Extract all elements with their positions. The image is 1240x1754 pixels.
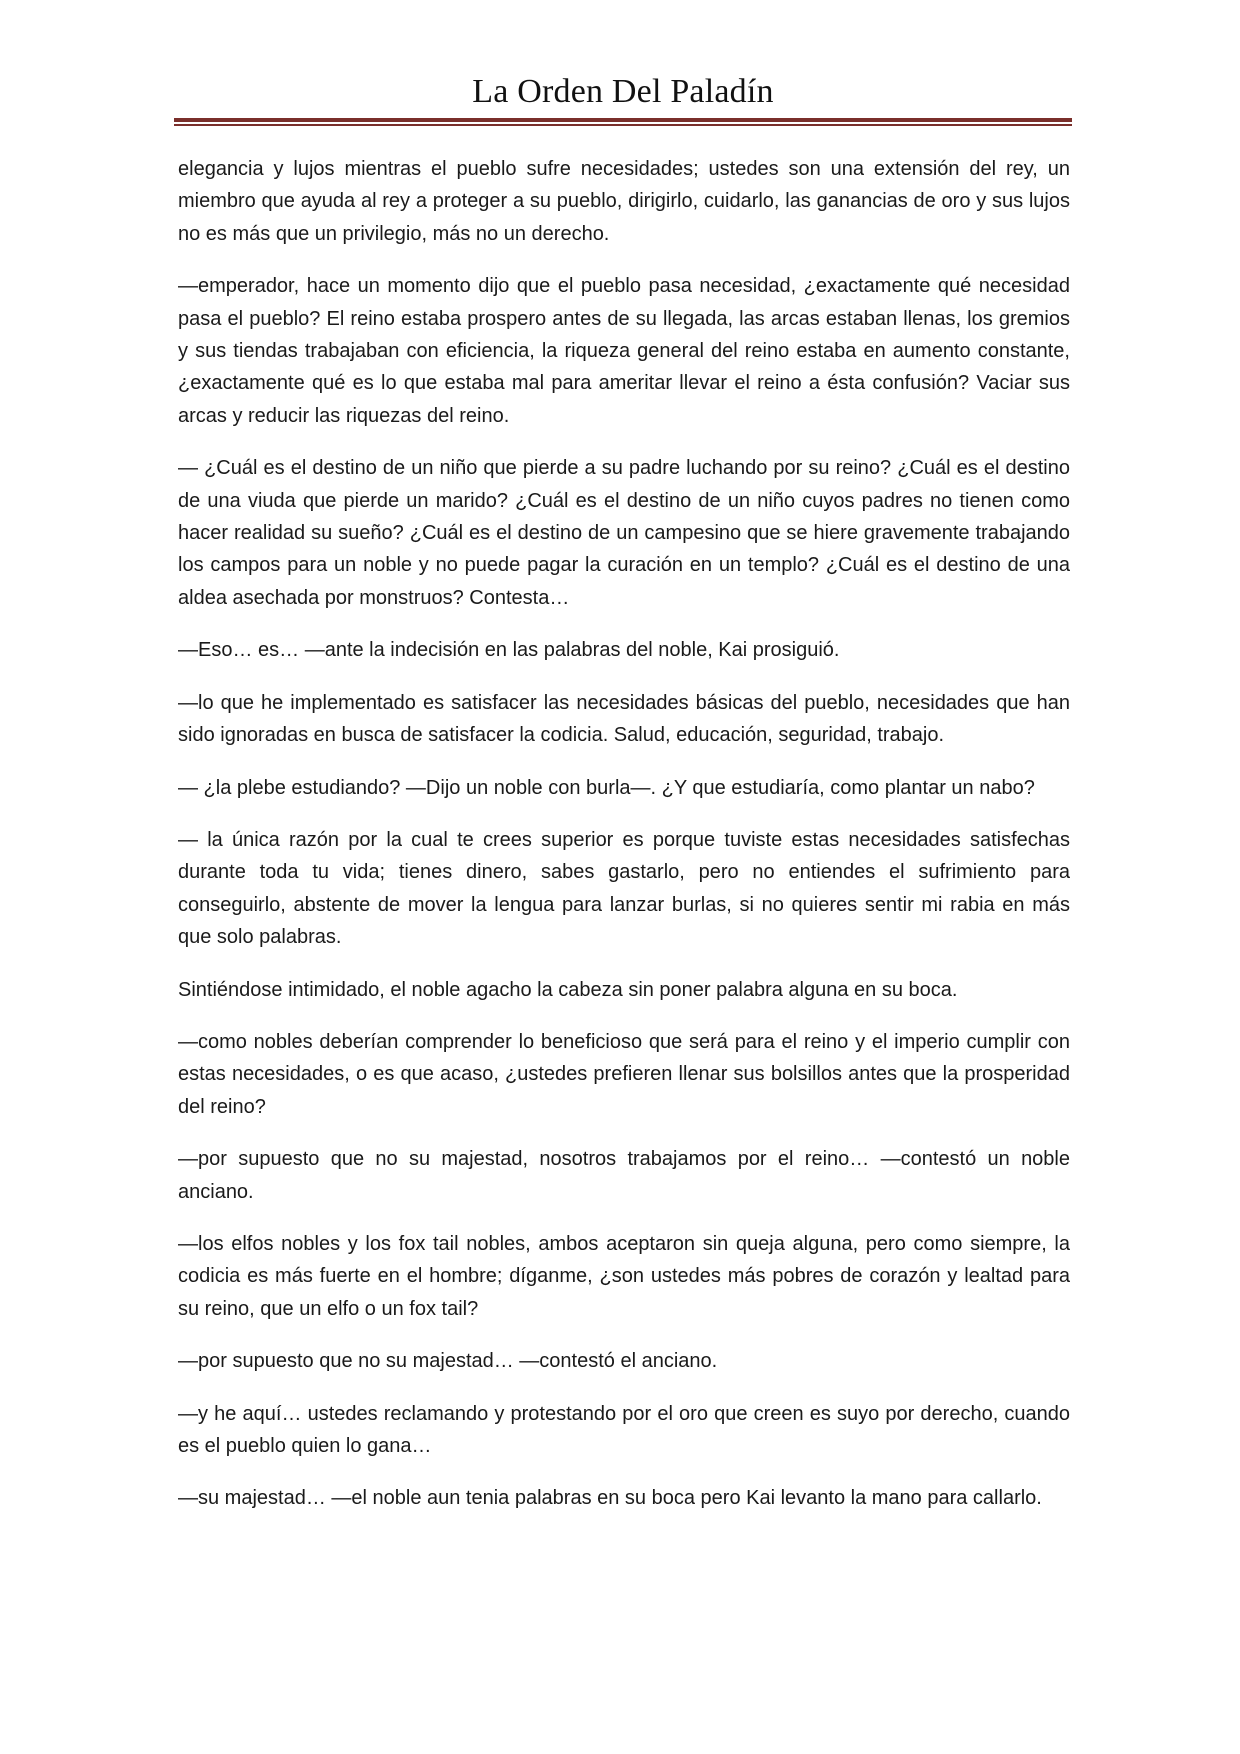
body-text (178, 153, 1070, 1515)
header-title: La Orden Del Paladín (472, 73, 774, 110)
paragraph: Sintiéndose intimidado, el noble agacho la cabeza sin poner palabra alguna en su boca. (178, 978, 958, 1001)
header-rule-thick (174, 118, 1072, 122)
paragraph: —Eso… es… —ante la indecisión en las palabras del noble, Kai prosiguió. (178, 639, 840, 662)
paragraph: —por supuesto que no su majestad, nosotros trabajamos por el reino… —contestó un noble anciano. (178, 1148, 1070, 1203)
header-rule-thin (174, 124, 1072, 126)
paragraph: —los elfos nobles y los fox tail nobles, ambos aceptaron sin queja alguna, pero como siempre, la codicia es más fuerte en el hombre; díganme, ¿son ustedes más pobres de corazón y lealtad para su reino, que un elfo o un fox tail? (178, 1232, 1070, 1320)
page-header (174, 70, 1072, 114)
paragraph: — la única razón por la cual te crees superior es porque tuviste estas necesidades satisfechas durante toda tu vida; tienes dinero, sabes gastarlo, pero no entiendes el sufrimiento para conseguirlo, abstente de mover la lengua para lanzar burlas, si no quieres sentir mi rabia en más que solo palabras. (178, 828, 1070, 949)
paragraph: —su majestad… —el noble aun tenia palabras en su boca pero Kai levanto la mano para callarlo. (178, 1487, 1042, 1510)
paragraph: —como nobles deberían comprender lo beneficioso que será para el reino y el imperio cumplir con estas necesidades, o es que acaso, ¿ustedes prefieren llenar sus bolsillos antes que la prosperidad del reino? (178, 1030, 1070, 1118)
paragraph: elegancia y lujos mientras el pueblo sufre necesidades; ustedes son una extensión del rey, un miembro que ayuda al rey a proteger a su pueblo, dirigirlo, cuidarlo, las ganancias de oro y sus lujos no es más que un privilegio, más no un derecho. (178, 158, 1070, 245)
paragraph: —por supuesto que no su majestad… —contestó el anciano. (178, 1350, 718, 1373)
paragraph: —emperador, hace un momento dijo que el pueblo pasa necesidad, ¿exactamente qué necesidad pasa el pueblo? El reino estaba prospero antes de su llegada, las arcas estaban llenas, los gremios y sus tiendas trabajaban con eficiencia, la riqueza general del reino estaba en aumento constante, ¿exactamente qué es lo que estaba mal para ameritar llevar el reino a ésta confusión? Vaciar sus arcas y reducir las riquezas del reino. (178, 275, 1070, 427)
paragraph: — ¿Cuál es el destino de un niño que pierde a su padre luchando por su reino? ¿Cuál es el destino de una viuda que pierde un marido? ¿Cuál es el destino de un niño cuyos padres no tienen como hacer realidad su sueño? ¿Cuál es el destino de un campesino que se hiere gravemente trabajando los campos para un noble y no puede pagar la curación en un templo? ¿Cuál es el destino de una aldea asechada por monstruos? Contesta… (178, 457, 1070, 609)
paragraph: —y he aquí… ustedes reclamando y protestando por el oro que creen es suyo por derecho, cuando es el pueblo quien lo gana… (178, 1402, 1070, 1457)
paragraph: — ¿la plebe estudiando? —Dijo un noble con burla—. ¿Y que estudiaría, como plantar un nabo? (178, 776, 1035, 799)
paragraph: —lo que he implementado es satisfacer las necesidades básicas del pueblo, necesidades que han sido ignoradas en busca de satisfacer la codicia. Salud, educación, seguridad, trabajo. (178, 691, 1070, 747)
